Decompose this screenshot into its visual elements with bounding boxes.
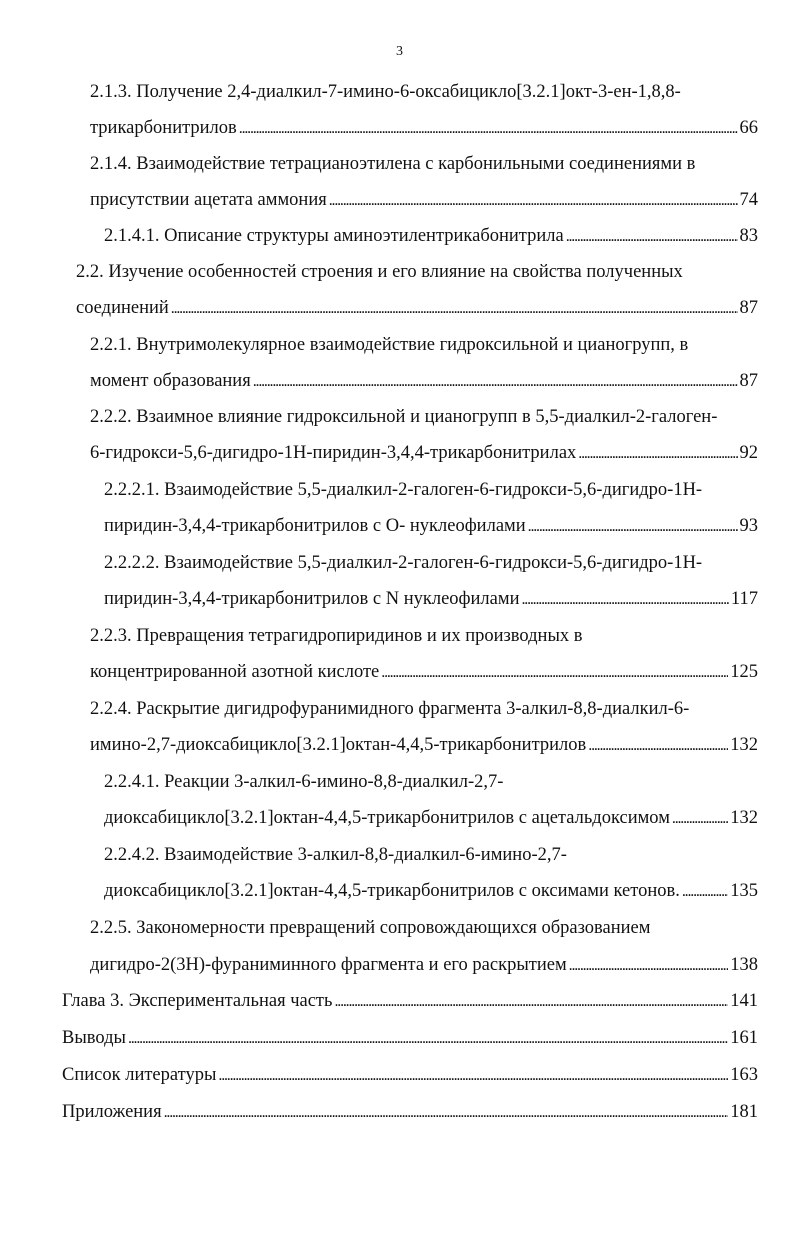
toc-entry-2-1-3-line-1: 2.1.3. Получение 2,4-диалкил-7-имино-6-оксабицикло[3.2.1]окт-3-ен-1,8,8- xyxy=(90,82,681,102)
toc-entry-text: Приложения xyxy=(62,1102,162,1122)
dot-leader xyxy=(329,188,738,213)
toc-entry-chapter-3[interactable] xyxy=(62,989,758,1013)
toc-entry-text: диоксабицикло[3.2.1]октан-4,4,5-трикарбонитрилов с оксимами кетонов. xyxy=(104,881,680,901)
toc-entry-page: 141 xyxy=(730,991,758,1011)
dot-leader xyxy=(253,369,738,394)
toc-entry-text: присутствии ацетата аммония xyxy=(90,190,327,210)
dot-leader xyxy=(164,1100,729,1125)
toc-entry-2-2-3-line-1: 2.2.3. Превращения тетрагидропиридинов и их производных в xyxy=(90,626,583,646)
toc-entry-text: Глава 3. Экспериментальная часть xyxy=(62,991,333,1011)
toc-entry-2-2-1-line-1: 2.2.1. Внутримолекулярное взаимодействие гидроксильной и цианогрупп, в xyxy=(90,335,689,355)
toc-entry-2-2-2-2-line-1: 2.2.2.2. Взаимодействие 5,5-диалкил-2-галоген-6-гидрокси-5,6-дигидро-1Н- xyxy=(104,553,703,573)
dot-leader xyxy=(569,953,729,978)
toc-entry-2-2-2-1-line-1: 2.2.2.1. Взаимодействие 5,5-диалкил-2-галоген-6-гидрокси-5,6-дигидро-1Н- xyxy=(104,480,703,500)
dot-leader xyxy=(578,441,737,466)
toc-entry-page: 117 xyxy=(730,589,758,609)
toc-entry-page: 125 xyxy=(730,662,758,682)
toc-entry-text: дигидро-2(3Н)-фураниминного фрагмента и его раскрытием xyxy=(90,955,567,975)
toc-entry-page: 83 xyxy=(739,226,758,246)
toc-entry-2-2-4-2-line-1: 2.2.4.2. Взаимодействие 3-алкил-8,8-диалкил-6-имино-2,7- xyxy=(104,845,567,865)
toc-entry-text: 6-гидрокси-5,6-дигидро-1Н-пиридин-3,4,4-трикарбонитрилах xyxy=(90,443,577,463)
toc-entry-page: 138 xyxy=(730,955,758,975)
toc-entry-2-1-4-line-2[interactable] xyxy=(90,188,758,212)
toc-entry-conclusions[interactable] xyxy=(62,1026,758,1050)
toc-entry-2-2-5-line-2[interactable] xyxy=(90,953,758,977)
toc-entry-text: соединений xyxy=(76,298,169,318)
dot-leader xyxy=(588,733,728,758)
toc-entry-page: 181 xyxy=(730,1102,758,1122)
dot-leader xyxy=(128,1026,728,1051)
dot-leader xyxy=(218,1063,728,1088)
dot-leader xyxy=(521,587,728,612)
toc-entry-2-2-2-line-1: 2.2.2. Взаимное влияние гидроксильной и цианогрупп в 5,5-диалкил-2-галоген- xyxy=(90,407,718,427)
dot-leader xyxy=(334,989,728,1014)
toc-entry-2-1-4-1[interactable] xyxy=(104,224,758,248)
toc-entry-page: 66 xyxy=(739,118,758,138)
dot-leader xyxy=(672,806,728,831)
dot-leader xyxy=(171,296,738,321)
toc-entry-appendices[interactable] xyxy=(62,1100,758,1124)
toc-entry-page: 87 xyxy=(739,371,758,391)
toc-entry-page: 93 xyxy=(739,516,758,536)
toc-entry-text: 2.1.4.1. Описание структуры аминоэтилентрикабонитрила xyxy=(104,226,564,246)
dot-leader xyxy=(528,514,738,539)
toc-entry-2-1-4-line-1: 2.1.4. Взаимодействие тетрацианоэтилена с карбонильными соединениями в xyxy=(90,154,696,174)
toc-entry-text: имино-2,7-диоксабицикло[3.2.1]октан-4,4,5-трикарбонитрилов xyxy=(90,735,587,755)
toc-entry-text: пиридин-3,4,4-трикарбонитрилов с О- нуклеофилами xyxy=(104,516,526,536)
toc-entry-page: 161 xyxy=(730,1028,758,1048)
toc-entry-text: момент образования xyxy=(90,371,251,391)
toc-entry-page: 74 xyxy=(739,190,758,210)
toc-entry-2-2-4-line-1: 2.2.4. Раскрытие дигидрофуранимидного фрагмента 3-алкил-8,8-диалкил-6- xyxy=(90,699,690,719)
toc-entry-2-2-2-1-line-2[interactable] xyxy=(104,514,758,538)
toc-entry-2-2-4-1-line-2[interactable] xyxy=(104,806,758,830)
toc-entry-text: Выводы xyxy=(62,1028,126,1048)
toc-entry-text: концентрированной азотной кислоте xyxy=(90,662,380,682)
toc-entry-page: 163 xyxy=(730,1065,758,1085)
toc-entry-2-2-4-line-2[interactable] xyxy=(90,733,758,757)
toc-entry-text: пиридин-3,4,4-трикарбонитрилов с N нуклеофилами xyxy=(104,589,520,609)
toc-entry-2-2-2-2-line-2[interactable] xyxy=(104,587,758,611)
toc-entry-2-2-5-line-1: 2.2.5. Закономерности превращений сопровождающихся образованием xyxy=(90,918,651,938)
toc-entry-text: трикарбонитрилов xyxy=(90,118,237,138)
dot-leader xyxy=(381,660,728,685)
toc-entry-text: диоксабицикло[3.2.1]октан-4,4,5-трикарбонитрилов с ацетальдоксимом xyxy=(104,808,670,828)
toc-entry-2-2-1-line-2[interactable] xyxy=(90,369,758,393)
toc-entry-2-1-3-line-2[interactable] xyxy=(90,116,758,140)
toc-entry-2-2-line-2[interactable] xyxy=(76,296,758,320)
page-number: 3 xyxy=(396,44,403,59)
toc-entry-references[interactable] xyxy=(62,1063,758,1087)
toc-entry-page: 132 xyxy=(730,808,758,828)
toc-entry-text: Список литературы xyxy=(62,1065,217,1085)
dot-leader xyxy=(682,879,728,904)
toc-entry-page: 92 xyxy=(739,443,758,463)
dot-leader xyxy=(239,116,738,141)
toc-entry-page: 135 xyxy=(730,881,758,901)
toc-entry-2-2-line-1: 2.2. Изучение особенностей строения и его влияние на свойства полученных xyxy=(76,262,683,282)
toc-entry-2-2-4-2-line-2[interactable] xyxy=(104,879,758,903)
toc-entry-2-2-3-line-2[interactable] xyxy=(90,660,758,684)
toc-entry-2-2-4-1-line-1: 2.2.4.1. Реакции 3-алкил-6-имино-8,8-диалкил-2,7- xyxy=(104,772,504,792)
toc-entry-page: 87 xyxy=(739,298,758,318)
toc-entry-2-2-2-line-2[interactable] xyxy=(90,441,758,465)
dot-leader xyxy=(566,224,738,249)
toc-entry-page: 132 xyxy=(730,735,758,755)
